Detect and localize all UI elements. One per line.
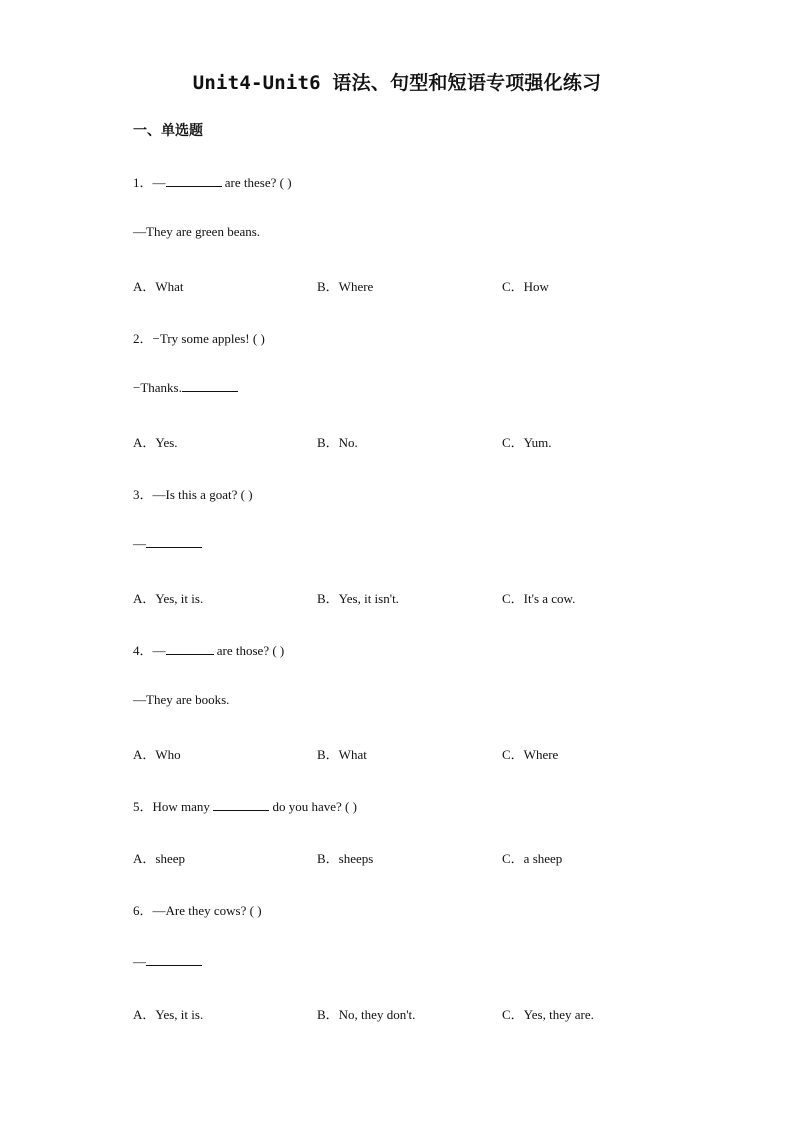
- question-number: 2．: [133, 331, 153, 346]
- option-a[interactable]: A．Yes.: [133, 435, 178, 450]
- question-1-options: [133, 276, 693, 294]
- question-number: 4．: [133, 643, 153, 658]
- option-c[interactable]: C．Yes, they are.: [502, 1007, 594, 1022]
- answer-blank: [146, 954, 202, 966]
- option-a[interactable]: A．Yes, it is.: [133, 591, 204, 606]
- option-a[interactable]: A．Who: [133, 747, 181, 762]
- answer-blank: [166, 643, 214, 655]
- page-title: Unit4-Unit6 语法、句型和短语专项强化练习: [192, 72, 602, 94]
- question-1: 1．— are these? ( ): [133, 175, 292, 190]
- option-a[interactable]: A．sheep: [133, 851, 185, 866]
- option-a[interactable]: A．What: [133, 279, 184, 294]
- answer-blank: [146, 536, 202, 548]
- question-6-response: —: [133, 954, 202, 970]
- question-5: 5．How many do you have? ( ): [133, 799, 357, 814]
- option-b[interactable]: B．sheeps: [317, 851, 374, 866]
- answer-blank: [166, 175, 222, 187]
- option-c[interactable]: C．a sheep: [502, 851, 563, 866]
- question-4: 4．— are those? ( ): [133, 643, 285, 658]
- question-number: 5．: [133, 799, 153, 814]
- option-b[interactable]: B．Yes, it isn't.: [317, 591, 399, 606]
- question-number: 3．: [133, 487, 153, 502]
- option-b[interactable]: B．No, they don't.: [317, 1007, 416, 1022]
- question-2-options: [133, 432, 693, 450]
- option-b[interactable]: B．Where: [317, 279, 374, 294]
- question-3: 3．—Is this a goat? ( ): [133, 487, 253, 502]
- question-6-options: [133, 1004, 693, 1022]
- option-b[interactable]: B．What: [317, 747, 367, 762]
- question-4-options: [133, 744, 693, 762]
- option-a[interactable]: A．Yes, it is.: [133, 1007, 204, 1022]
- question-1-response: —They are green beans.: [133, 224, 261, 239]
- answer-blank: [182, 380, 238, 392]
- option-c[interactable]: C．How: [502, 279, 549, 294]
- question-3-response: —: [133, 536, 202, 552]
- question-4-response: —They are books.: [133, 692, 230, 707]
- option-c[interactable]: C．It's a cow.: [502, 591, 576, 606]
- question-2-response: −Thanks.: [133, 380, 238, 396]
- question-3-options: [133, 588, 693, 606]
- question-6: 6．—Are they cows? ( ): [133, 903, 262, 918]
- answer-blank: [213, 799, 269, 811]
- question-2: 2．−Try some apples! ( ): [133, 331, 265, 346]
- question-number: 1．: [133, 175, 153, 190]
- option-c[interactable]: C．Yum.: [502, 435, 552, 450]
- section-heading: 一、单选题: [133, 123, 203, 139]
- question-5-options: [133, 848, 693, 866]
- option-b[interactable]: B．No.: [317, 435, 358, 450]
- question-number: 6．: [133, 903, 153, 918]
- option-c[interactable]: C．Where: [502, 747, 559, 762]
